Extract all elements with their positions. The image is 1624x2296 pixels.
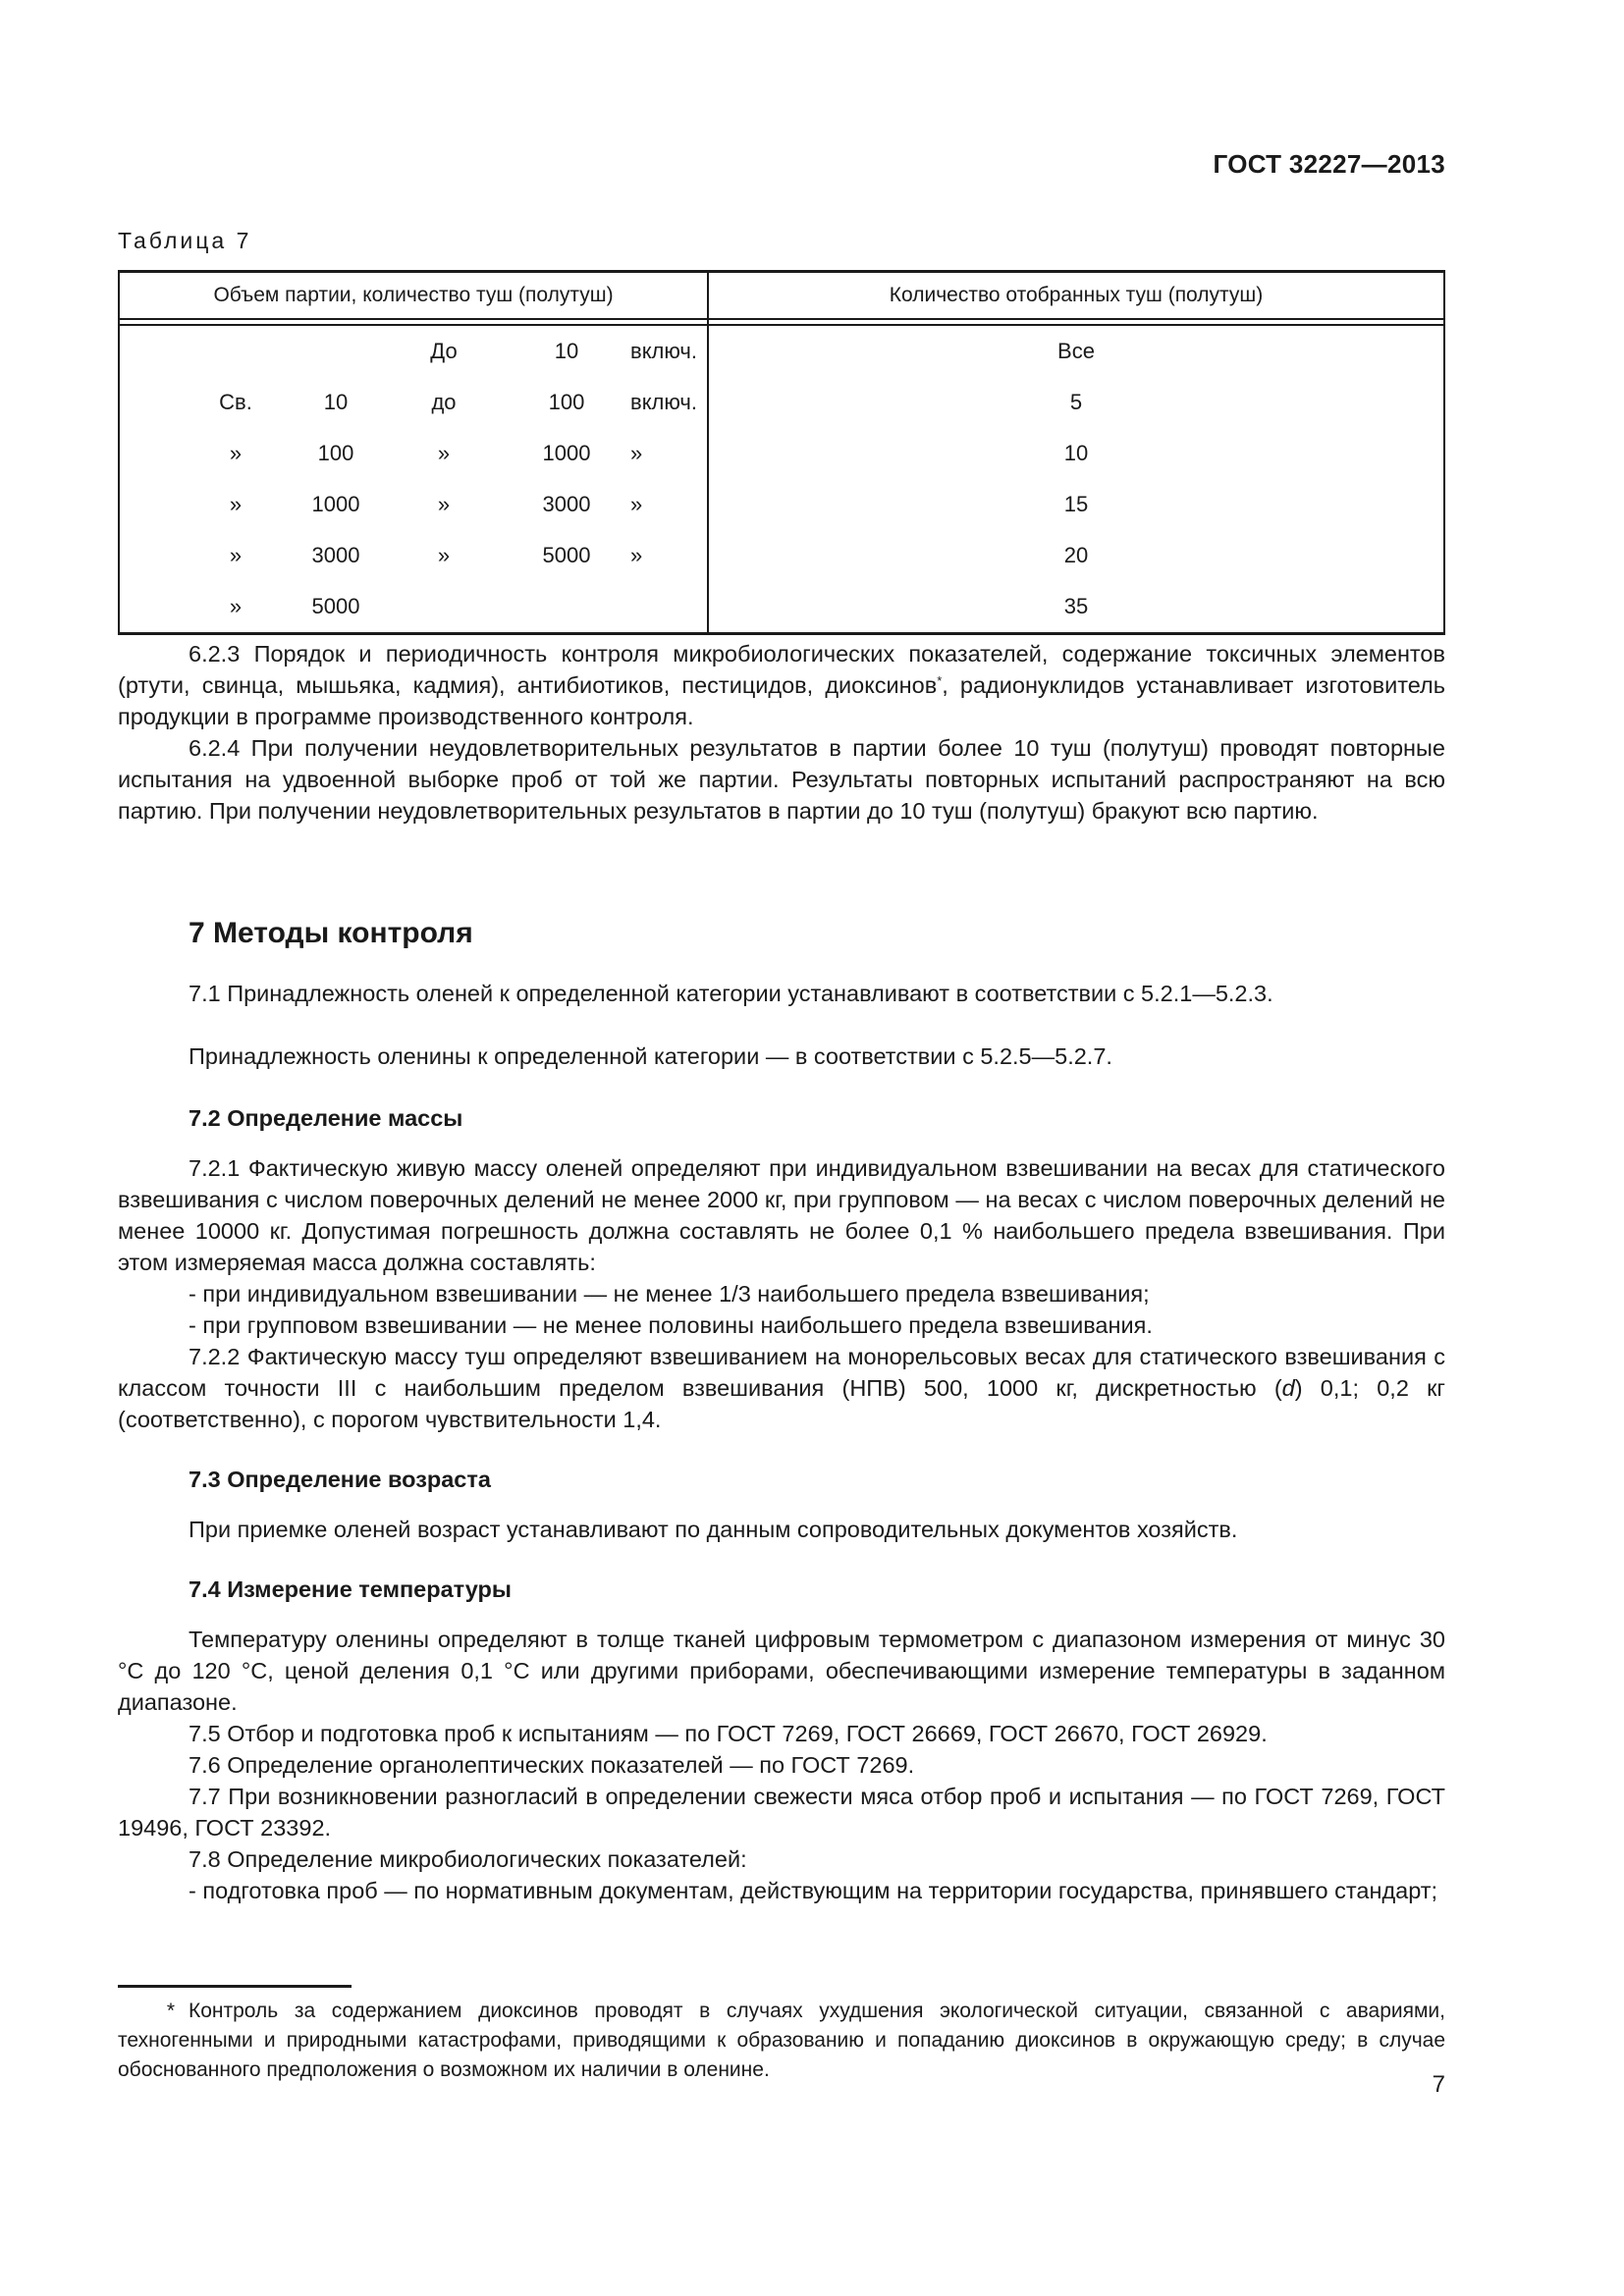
paragraph-7-5	[118, 1718, 1445, 1749]
paragraph-text: 7.1 Принадлежность оленей к определенной категории устанавливают в соответствии с 5.2.1—5.2.3.	[189, 981, 1273, 1006]
paragraph-text: 7.5 Отбор и подготовка проб к испытаниям — по ГОСТ 7269, ГОСТ 26669, ГОСТ 26670, ГОСТ 26929.	[189, 1721, 1268, 1746]
to-value: 10	[554, 339, 579, 363]
list-item	[118, 1278, 1445, 1309]
from-value: 5000	[311, 594, 360, 618]
from-prefix: »	[229, 543, 243, 567]
from-prefix: »	[229, 492, 243, 516]
paragraph-text: Температуру оленины определяют в толще тканей цифровым термометром с диапазоном измерения от минус 30 °С до 120 °С, ценой деления 0,1 °С или другими приборами, обеспечивающими измерение температуры в заданном диапазоне.	[118, 1627, 1445, 1715]
table-row	[119, 377, 1444, 428]
suffix: включ.	[630, 339, 697, 363]
paragraph-text: , радионуклидов устанавливает изготовитель продукции в программе производственного контроля.	[118, 672, 1445, 729]
footnote-marker: *	[937, 673, 943, 688]
to-value: 100	[548, 390, 585, 414]
column-header-sampled: Количество отобранных туш (полутуш)	[708, 272, 1444, 320]
list-item-text: - при групповом взвешивании — не менее половины наибольшего предела взвешивания.	[189, 1312, 1153, 1338]
page-number: 7	[1432, 2071, 1445, 2098]
paragraph-text: 7.2.2 Фактическую массу туш определяют взвешиванием на монорельсовых весах для статического взвешивания с классом точности III с наибольшим пределом взвешивания (НПВ) 500, 1000 кг, дискретностью (	[118, 1344, 1445, 1401]
to-prefix: до	[431, 390, 457, 414]
from-value: 10	[323, 390, 349, 414]
table-7	[118, 270, 1445, 635]
to-value: 3000	[542, 492, 591, 516]
sampled-count: 10	[708, 428, 1444, 479]
list-item-text: - при индивидуальном взвешивании — не менее 1/3 наибольшего предела взвешивания;	[189, 1281, 1150, 1307]
table-row	[119, 428, 1444, 479]
table-row	[119, 530, 1444, 581]
subsection-heading-7-2: 7.2 Определение массы	[189, 1105, 463, 1131]
paragraph-text: 6.2.3 Порядок и периодичность контроля микробиологических показателей, содержание токсичных элементов (ртути, свинца, мышьяка, кадмия), антибиотиков, пестицидов, диоксинов	[118, 641, 1445, 698]
table-row	[119, 479, 1444, 530]
footnote-divider	[118, 1985, 352, 1988]
paragraph-text: ) 0,1; 0,2 кг (соответственно), с порогом чувствительности 1,4.	[118, 1375, 1445, 1432]
paragraph-7-4	[118, 1624, 1445, 1718]
to-prefix: »	[437, 492, 451, 516]
footnote-marker: *	[166, 2000, 175, 2022]
paragraph-text: 7.6 Определение органолептических показателей — по ГОСТ 7269.	[189, 1752, 915, 1778]
to-value: 5000	[542, 543, 591, 567]
from-value: 3000	[311, 543, 360, 567]
list-item	[118, 1875, 1445, 1906]
paragraph-text: 6.2.4 При получении неудовлетворительных результатов в партии более 10 туш (полутуш) проводят повторные испытания на удвоенной выборке проб от той же партии. Результаты повторных испытаний распространяют на всю партию. При получении неудовлетворительных результатов в партии до 10 туш (полутуш) бракуют всю партию.	[118, 735, 1445, 824]
to-prefix: »	[437, 441, 451, 465]
suffix: »	[630, 543, 643, 567]
paragraph-7-1-b	[118, 1041, 1445, 1072]
from-value: 1000	[311, 492, 360, 516]
sampled-count: 15	[708, 479, 1444, 530]
section-heading-7: 7 Методы контроля	[189, 917, 473, 949]
column-header-lot-size: Объем партии, количество туш (полутуш)	[119, 272, 708, 320]
paragraph-7-8	[118, 1843, 1445, 1875]
from-prefix: »	[229, 441, 243, 465]
list-item	[118, 1309, 1445, 1341]
sampled-count: Все	[708, 325, 1444, 377]
paragraph-text: 7.7 При возникновении разногласий в определении свежести мяса отбор проб и испытания — по ГОСТ 7269, ГОСТ 19496, ГОСТ 23392.	[118, 1784, 1445, 1841]
table-row	[119, 325, 1444, 377]
paragraph-text: 7.2.1 Фактическую живую массу оленей определяют при индивидуальном взвешивании на весах для статического взвешивания с числом поверочных делений не менее 2000 кг, при групповом — на весах с числом поверочных делений не менее 10000 кг. Допустимая погрешность должна составлять не более 0,1 % наибольшего предела взвешивания. При этом измеряемая масса должна составлять:	[118, 1155, 1445, 1275]
document-code: ГОСТ 32227—2013	[1213, 149, 1445, 179]
paragraph-6-2-4	[118, 732, 1445, 827]
suffix: »	[630, 441, 643, 465]
italic-symbol: d	[1281, 1375, 1295, 1401]
paragraph-text: При приемке оленей возраст устанавливают по данным сопроводительных документов хозяйств.	[189, 1517, 1238, 1542]
from-prefix: Св.	[219, 390, 252, 414]
paragraph-7-7	[118, 1781, 1445, 1843]
paragraph-7-2-1	[118, 1152, 1445, 1278]
list-item-text: - подготовка проб — по нормативным документам, действующим на территории государства, принявшего стандарт;	[189, 1878, 1438, 1903]
from-value: 100	[317, 441, 354, 465]
paragraph-text: 7.8 Определение микробиологических показателей:	[189, 1846, 747, 1872]
paragraph-7-1	[118, 978, 1445, 1009]
paragraph-7-6	[118, 1749, 1445, 1781]
paragraph-6-2-3	[118, 638, 1445, 732]
to-value: 1000	[542, 441, 591, 465]
suffix: »	[630, 492, 643, 516]
to-prefix: »	[437, 543, 451, 567]
paragraph-7-2-2	[118, 1341, 1445, 1435]
sampled-count: 35	[708, 581, 1444, 634]
sampled-count: 5	[708, 377, 1444, 428]
subsection-heading-7-4: 7.4 Измерение температуры	[189, 1576, 512, 1602]
table-row	[119, 581, 1444, 634]
sampled-count: 20	[708, 530, 1444, 581]
paragraph-text: Принадлежность оленины к определенной категории — в соответствии с 5.2.5—5.2.7.	[189, 1043, 1112, 1069]
from-prefix: »	[229, 594, 243, 618]
paragraph-7-3	[118, 1514, 1445, 1545]
footnote-text: Контроль за содержанием диоксинов проводят в случаях ухудшения экологической ситуации, связанной с авариями, техногенными и природными катастрофами, приводящими к образованию и попаданию диоксинов в окружающую среду; в случае обоснованного предположения о возможном их наличии в оленине.	[118, 2000, 1445, 2081]
table-caption: Таблица 7	[118, 228, 252, 253]
suffix: включ.	[630, 390, 697, 414]
subsection-heading-7-3: 7.3 Определение возраста	[189, 1467, 491, 1492]
to-prefix: До	[430, 339, 458, 363]
footnote	[118, 1997, 1445, 2085]
